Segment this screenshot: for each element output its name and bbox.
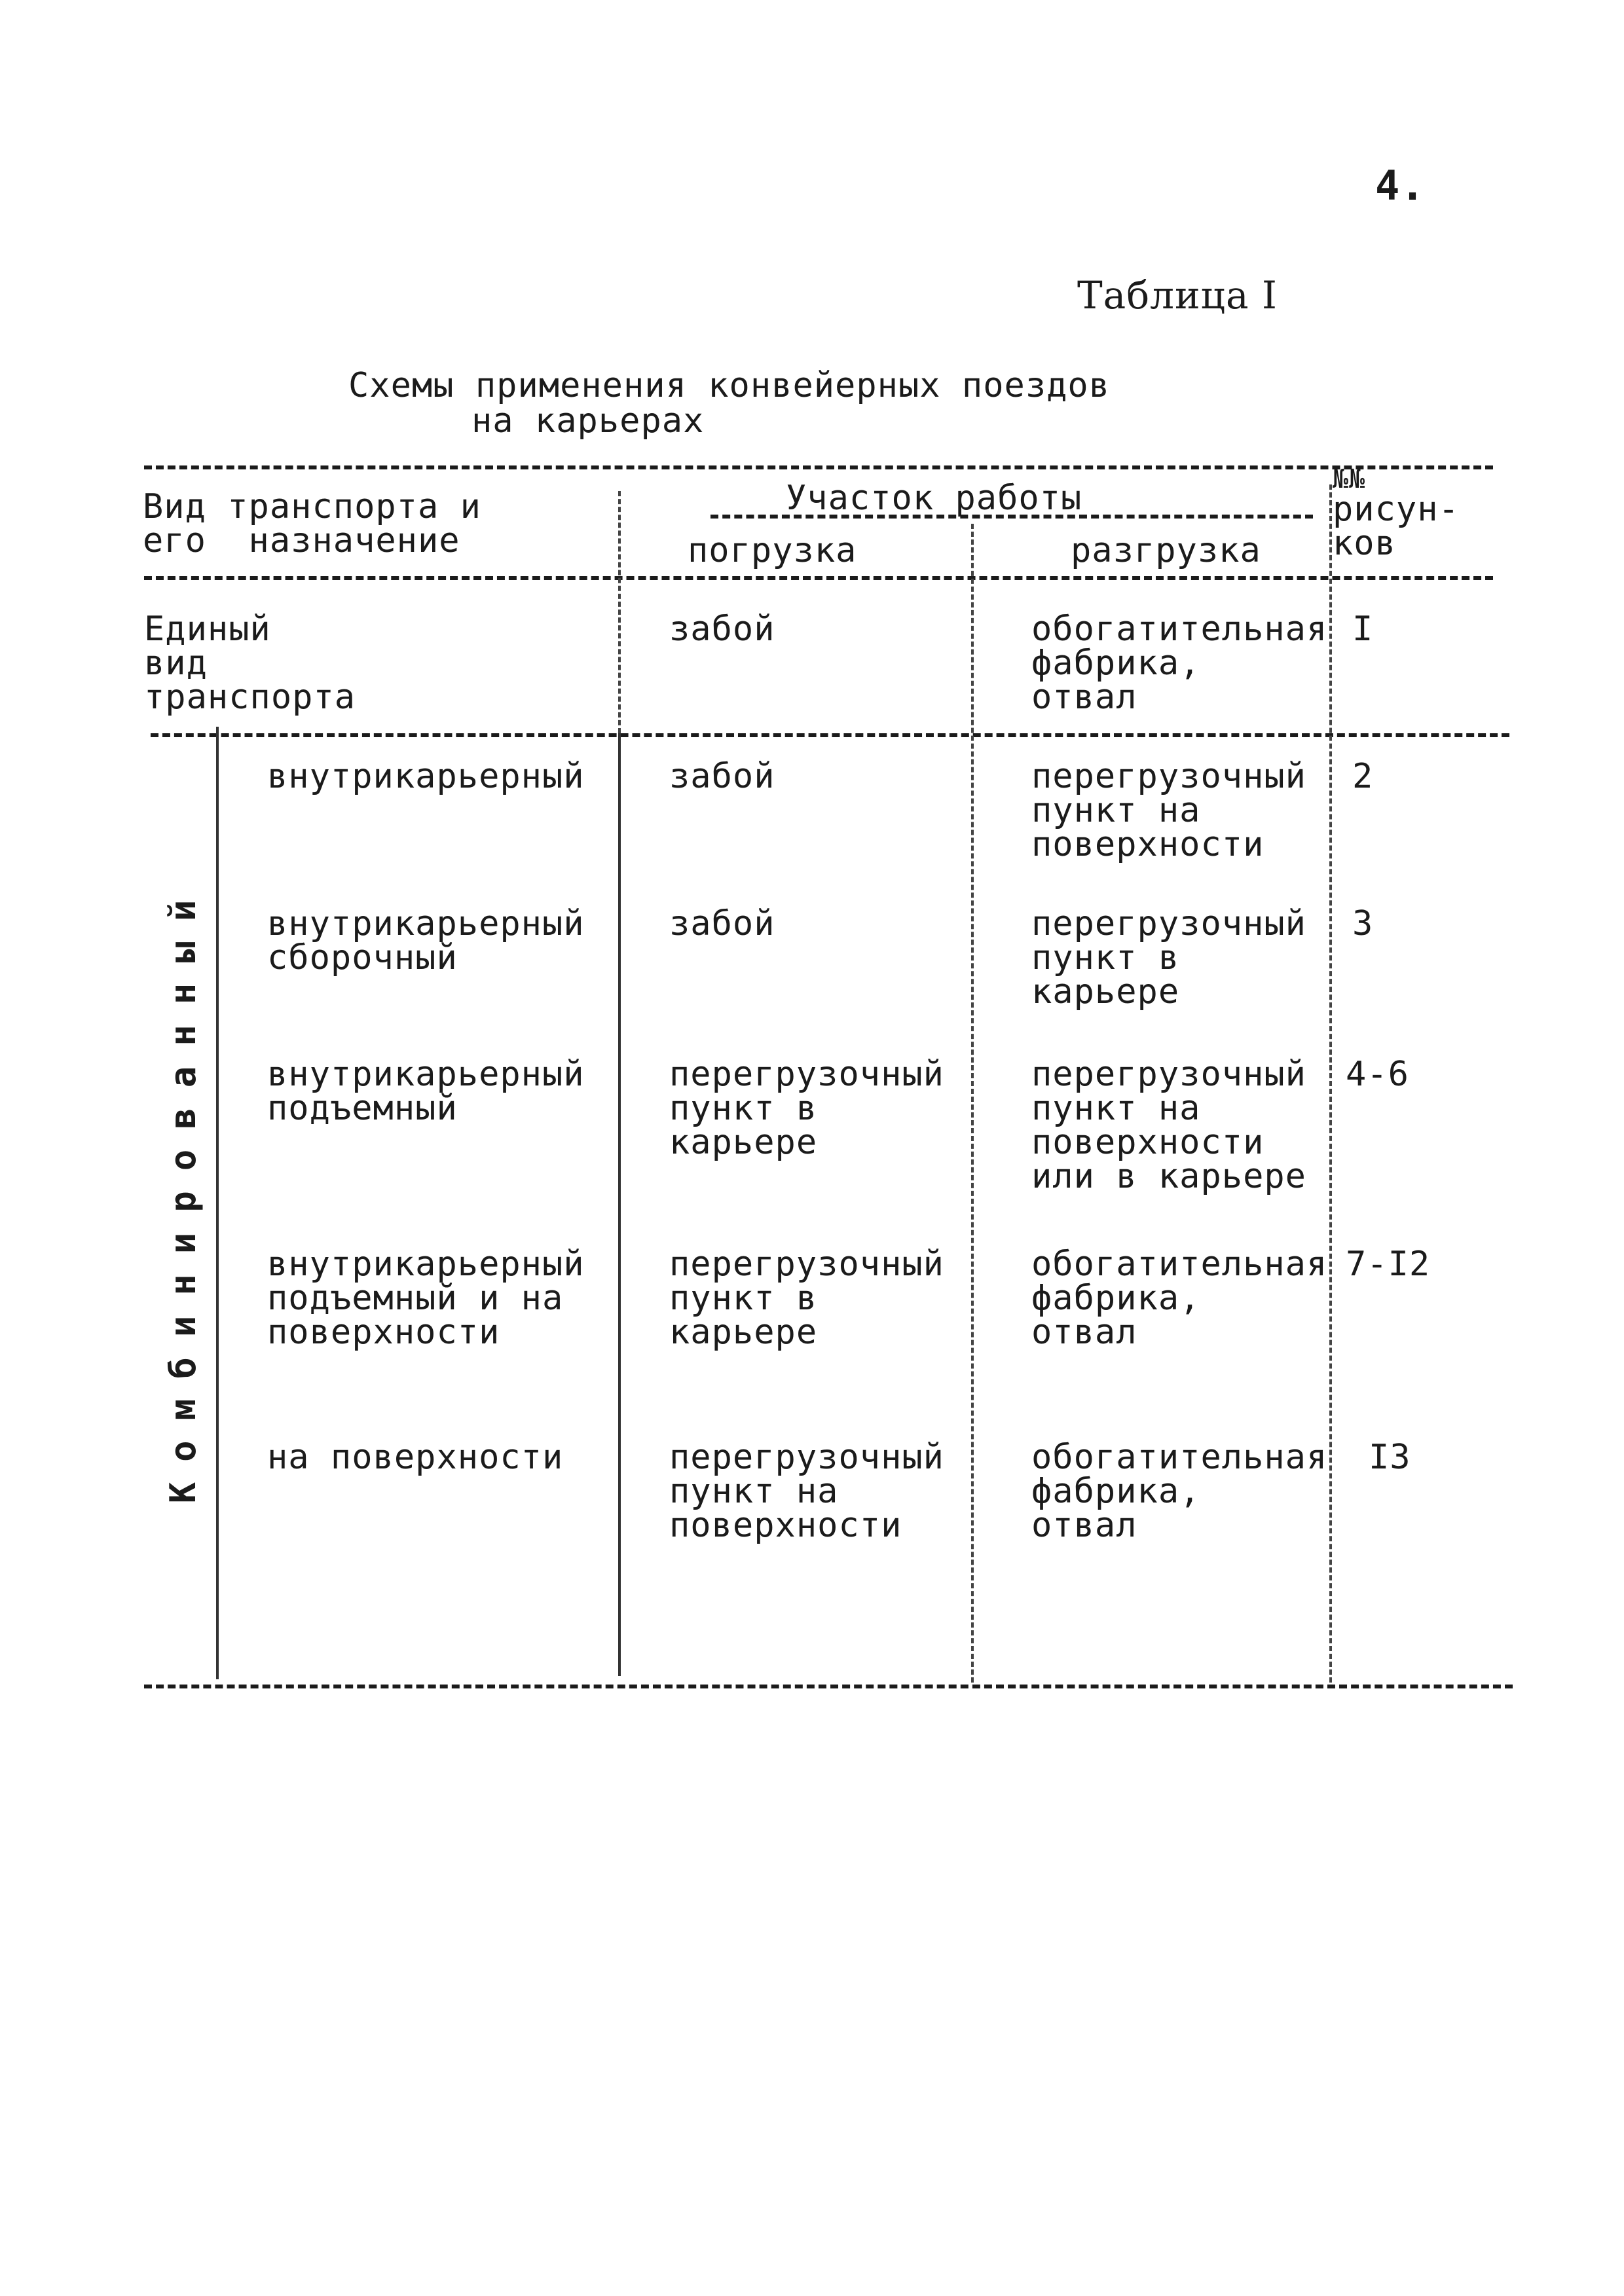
cell-line: или в карьере (1031, 1157, 1306, 1196)
table-bottom-rule (144, 1685, 1513, 1688)
cell-line: забой (669, 757, 775, 796)
cell-line: сборочный (267, 938, 458, 977)
cell-line: пункт на (669, 1472, 839, 1511)
cell-line: внутрикарьерный (267, 1055, 585, 1094)
cell-line: внутрикарьерный (267, 904, 585, 943)
combined-row-4-type (267, 1245, 585, 1352)
combined-row-2-load (669, 904, 775, 943)
cell-line: Единый (144, 610, 271, 649)
cell-line: карьере (669, 1313, 818, 1352)
cell-line: внутрикарьерный (267, 1245, 585, 1284)
combined-row-4-unload (1031, 1245, 1328, 1352)
cell-line: поверхности (267, 1313, 500, 1352)
cell-line: перегрузочный (1031, 1055, 1306, 1094)
table-title-line-2: на карьерах (471, 401, 705, 441)
cell-line: пункт на (1031, 791, 1201, 830)
cell-line: обогатительная (1031, 610, 1328, 649)
cell-line: обогатительная (1031, 1438, 1328, 1477)
combined-row-4-load (669, 1245, 944, 1352)
page-number: 4. (1375, 162, 1426, 210)
cell-line: поверхности (1031, 1123, 1264, 1162)
combined-row-1-unload (1031, 759, 1306, 862)
combined-row-5-fig: I3 (1369, 1438, 1411, 1477)
cell-line: фабрика, (1031, 644, 1201, 683)
cell-line: перегрузочный (669, 1245, 944, 1284)
cell-line: пункт в (669, 1089, 818, 1128)
cell-line: обогатительная (1031, 1245, 1328, 1284)
header-group-label: Участок работы (786, 479, 1082, 518)
combined-row-5-load (669, 1438, 944, 1545)
header-type-cell (143, 487, 481, 560)
cell-line: пункт в (1031, 938, 1180, 977)
cell-line: подъемный и на (267, 1279, 564, 1318)
cell-line: перегрузочный (669, 1055, 944, 1094)
divider-type-load-body (618, 733, 621, 1676)
header-bottom-rule (144, 576, 1493, 580)
header-fig-cell (1333, 464, 1460, 563)
combined-transport-label: Комбинированный (162, 879, 204, 1504)
combined-row-3-fig: 4-6 (1346, 1055, 1409, 1094)
cell-line: поверхности (669, 1506, 902, 1545)
single-row-load (669, 610, 775, 649)
combined-row-1-load (669, 757, 775, 796)
divider-unload-fig (1329, 484, 1332, 1683)
single-row-unload (1031, 610, 1328, 717)
cell-line: внутрикарьерный (267, 757, 585, 796)
header-load: погрузка (688, 531, 857, 570)
cell-line: поверхности (1031, 825, 1264, 864)
combined-row-3-load (669, 1055, 944, 1162)
combined-row-2-fig: 3 (1352, 904, 1374, 943)
cell-line: перегрузочный (1031, 757, 1306, 796)
header-fig-line: ков (1333, 524, 1396, 563)
combined-row-1-fig: 2 (1352, 757, 1374, 796)
header-type-line: его назначение (143, 521, 460, 560)
cell-line: фабрика, (1031, 1279, 1201, 1318)
single-row-fig: I (1352, 610, 1374, 649)
single-row-bottom-rule (151, 733, 1509, 737)
table-label: Таблица I (1077, 273, 1278, 318)
divider-type-load-header (618, 491, 621, 733)
cell-line: отвал (1031, 1313, 1137, 1352)
header-type-line: Вид транспорта и (143, 487, 481, 526)
cell-line: отвал (1031, 678, 1137, 717)
combined-row-3-unload (1031, 1057, 1306, 1194)
combined-row-5-unload (1031, 1438, 1328, 1545)
cell-line: вид (144, 644, 208, 683)
cell-line: перегрузочный (1031, 904, 1306, 943)
table-title-line-1: Схемы применения конвейерных поездов (348, 366, 1111, 405)
header-fig-line: №№ (1333, 464, 1366, 494)
cell-line: фабрика, (1031, 1472, 1201, 1511)
combined-row-2-unload (1031, 904, 1306, 1011)
cell-line: забой (669, 904, 775, 943)
combined-row-3-type (267, 1055, 585, 1128)
cell-line: подъемный (267, 1089, 458, 1128)
combined-row-4-fig: 7-I2 (1346, 1245, 1431, 1284)
cell-line: отвал (1031, 1506, 1137, 1545)
divider-load-unload (971, 524, 974, 1683)
combined-row-1-type (267, 757, 585, 796)
cell-line: на поверхности (267, 1438, 564, 1477)
cell-line: перегрузочный (669, 1438, 944, 1477)
cell-line: карьере (669, 1123, 818, 1162)
combined-row-5-type (267, 1438, 564, 1477)
header-fig-line: рисун- (1333, 490, 1460, 529)
cell-line: карьере (1031, 972, 1180, 1011)
cell-line: забой (669, 610, 775, 649)
combined-row-2-type (267, 904, 585, 977)
cell-line: транспорта (144, 678, 356, 717)
divider-combined-label (216, 727, 219, 1679)
cell-line: пункт на (1031, 1089, 1201, 1128)
cell-line: пункт в (669, 1279, 818, 1318)
single-row-type (144, 610, 356, 717)
header-unload: разгрузка (1071, 531, 1261, 570)
table-top-rule (144, 465, 1493, 469)
